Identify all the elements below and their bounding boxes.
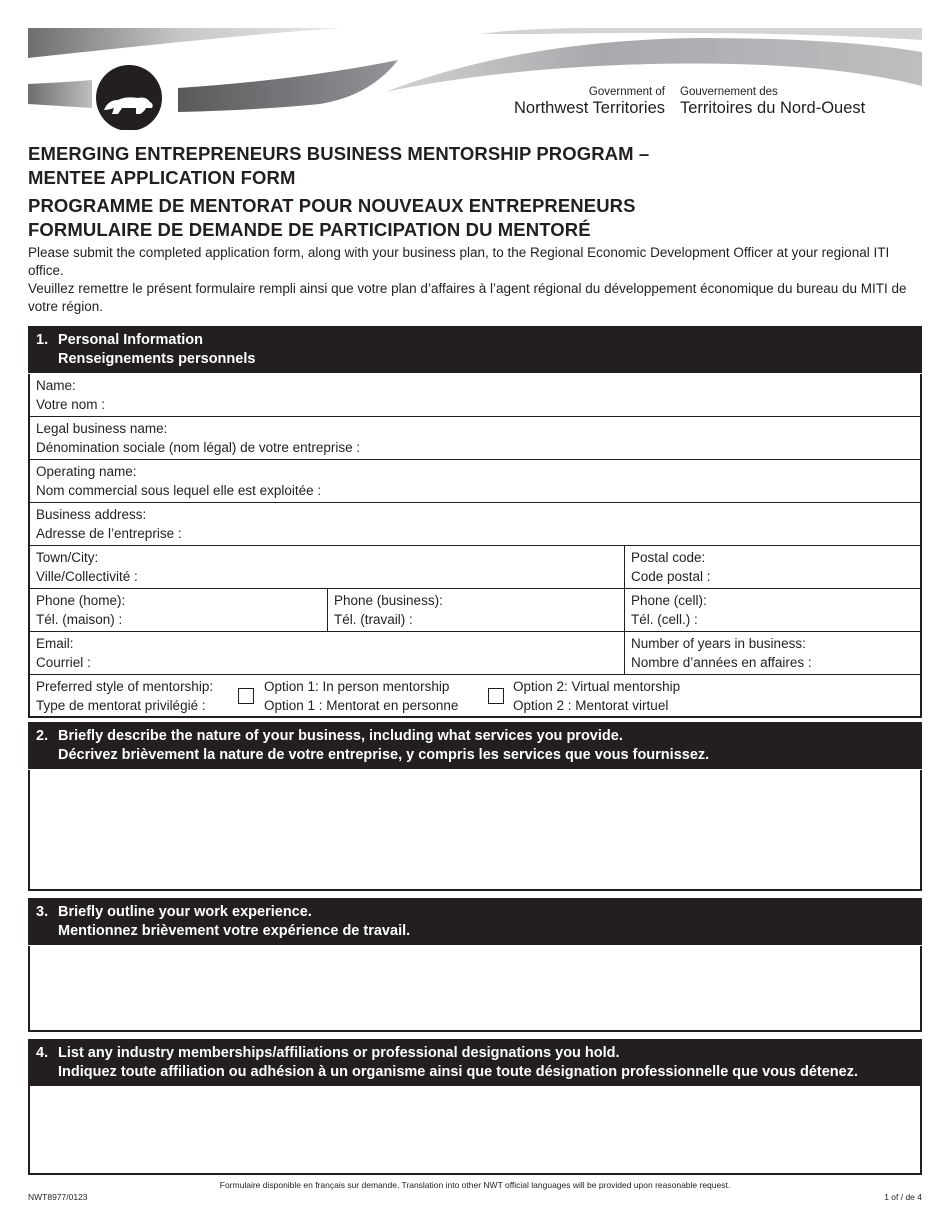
option-1-label: [264, 678, 458, 715]
address-row: [30, 502, 920, 545]
form-number: NWT8977/0123: [28, 1192, 88, 1202]
section-4-title-fr: Indiquez toute affiliation ou adhésion à un organisme ainsi que toute désignation professionnelle que vous détenez.: [58, 1064, 858, 1080]
legal-label-en: Legal business name:: [36, 421, 168, 436]
work-experience-textarea[interactable]: [28, 946, 922, 1032]
years-label-fr: Nombre d’années en affaires :: [631, 654, 812, 670]
banner-swoosh-top-left: [28, 28, 340, 58]
email-label-fr: Courriel :: [36, 654, 91, 670]
town-postal-row: [30, 545, 920, 588]
email-label-en: Email:: [36, 636, 74, 651]
section-2-title-en: Briefly describe the nature of your business, including what services you provide.: [58, 728, 623, 744]
section-3-number: 3.: [36, 904, 49, 920]
mentorship-style-label: [36, 678, 238, 716]
phone-business-label-en: Phone (business):: [334, 593, 443, 608]
footer-note: Formulaire disponible en français sur demande. Translation into other NWT official languages will be provided upon reasonable request.: [219, 1180, 731, 1190]
business-address-field[interactable]: [30, 503, 920, 545]
years-label-en: Number of years in business:: [631, 636, 806, 651]
gov-en-big: Northwest Territories: [514, 99, 665, 117]
option-1-label-fr: Option 1 : Mentorat en personne: [264, 697, 459, 713]
option-1-label-en: Option 1: In person mentorship: [264, 679, 450, 694]
government-name-french: [680, 86, 900, 118]
option-1-checkbox[interactable]: [238, 688, 254, 704]
section-3-title-en: Briefly outline your work experience.: [58, 904, 312, 920]
option-2-label-fr: Option 2 : Mentorat virtuel: [513, 697, 669, 713]
business-description-textarea[interactable]: [28, 770, 922, 891]
legal-name-row: [30, 416, 920, 459]
banner-swoosh-left: [28, 80, 92, 108]
email-field[interactable]: [30, 632, 624, 674]
phone-cell-label-en: Phone (cell):: [631, 593, 707, 608]
section-1-header: [28, 326, 922, 373]
page-number: 1 of / de 4: [884, 1192, 922, 1202]
phone-home-label-en: Phone (home):: [36, 593, 126, 608]
section-1-number: 1.: [36, 332, 49, 348]
town-label-fr: Ville/Collectivité :: [36, 568, 138, 584]
government-name-english: [500, 86, 665, 118]
years-in-business-field[interactable]: [624, 632, 920, 674]
title-en-line1: EMERGING ENTREPRENEURS BUSINESS MENTORSHIP PROGRAM –: [28, 143, 650, 164]
name-label-en: Name:: [36, 378, 76, 393]
gov-en-small: Government of: [588, 86, 665, 98]
phone-business-label-fr: Tél. (travail) :: [334, 611, 413, 627]
phone-cell-label-fr: Tél. (cell.) :: [631, 611, 698, 627]
section-1-title-fr: Renseignements personnels: [58, 351, 256, 367]
intro-text: [28, 244, 923, 316]
phone-home-label-fr: Tél. (maison) :: [36, 611, 123, 627]
town-label-en: Town/City:: [36, 550, 99, 565]
name-label-fr: Votre nom :: [36, 396, 106, 412]
intro-en: Please submit the completed application form, along with your business plan, to the Regional Economic Development Officer at your regional ITI office.: [28, 245, 890, 278]
postal-code-field[interactable]: [624, 546, 920, 588]
personal-info-form: [28, 374, 922, 718]
banner-swoosh-middle: [178, 60, 398, 112]
banner-swoosh-right: [385, 38, 922, 92]
legal-label-fr: Dénomination sociale (nom légal) de votre entreprise :: [36, 439, 361, 455]
section-3-header: [28, 898, 922, 945]
name-row: [30, 374, 920, 416]
section-4-header: [28, 1039, 922, 1086]
section-4-number: 4.: [36, 1045, 49, 1061]
phone-row: [30, 588, 920, 631]
operating-label-en: Operating name:: [36, 464, 137, 479]
polar-bear-logo-icon: [96, 65, 162, 130]
option-2: [488, 678, 680, 716]
legal-business-name-field[interactable]: [30, 417, 920, 459]
phone-business-field[interactable]: [327, 589, 624, 631]
operating-name-field[interactable]: [30, 460, 920, 502]
postal-label-fr: Code postal :: [631, 568, 711, 584]
section-4-title-en: List any industry memberships/affiliations or professional designations you hold.: [58, 1045, 620, 1061]
address-label-en: Business address:: [36, 507, 147, 522]
option-1: [238, 678, 488, 716]
address-label-fr: Adresse de l’entreprise :: [36, 525, 182, 541]
mentorship-style-field: [30, 675, 920, 716]
option-2-label-en: Option 2: Virtual mentorship: [513, 679, 681, 694]
email-years-row: [30, 631, 920, 674]
option-2-label: [513, 678, 680, 715]
form-title: [28, 142, 928, 242]
mentorship-style-row: [30, 674, 920, 716]
title-en-line2: MENTEE APPLICATION FORM: [28, 167, 296, 188]
section-2-title-fr: Décrivez brièvement la nature de votre entreprise, y compris les services que vous fournissez.: [58, 747, 710, 763]
option-2-checkbox[interactable]: [488, 688, 504, 704]
title-fr-line1: PROGRAMME DE MENTORAT POUR NOUVEAUX ENTREPRENEURS: [28, 195, 636, 216]
phone-home-field[interactable]: [30, 589, 327, 631]
gov-fr-big: Territoires du Nord-Ouest: [680, 99, 866, 117]
gov-fr-small: Gouvernement des: [680, 86, 778, 98]
town-city-field[interactable]: [30, 546, 624, 588]
style-label-fr: Type de mentorat privilégié :: [36, 697, 206, 713]
section-1-title-en: Personal Information: [58, 332, 204, 348]
phone-cell-field[interactable]: [624, 589, 920, 631]
section-2-header: [28, 722, 922, 769]
intro-fr: Veuillez remettre le présent formulaire rempli ainsi que votre plan d’affaires à l’agent régional du développement économique du bureau du MITI de votre région.: [28, 281, 907, 314]
postal-label-en: Postal code:: [631, 550, 706, 565]
section-3-title-fr: Mentionnez brièvement votre expérience de travail.: [58, 923, 411, 939]
style-label-en: Preferred style of mentorship:: [36, 679, 214, 694]
operating-label-fr: Nom commercial sous lequel elle est exploitée :: [36, 482, 322, 498]
operating-name-row: [30, 459, 920, 502]
section-2-number: 2.: [36, 728, 49, 744]
memberships-textarea[interactable]: [28, 1086, 922, 1175]
title-fr-line2: FORMULAIRE DE DEMANDE DE PARTICIPATION DU MENTORÉ: [28, 219, 591, 240]
name-field[interactable]: [30, 374, 920, 416]
